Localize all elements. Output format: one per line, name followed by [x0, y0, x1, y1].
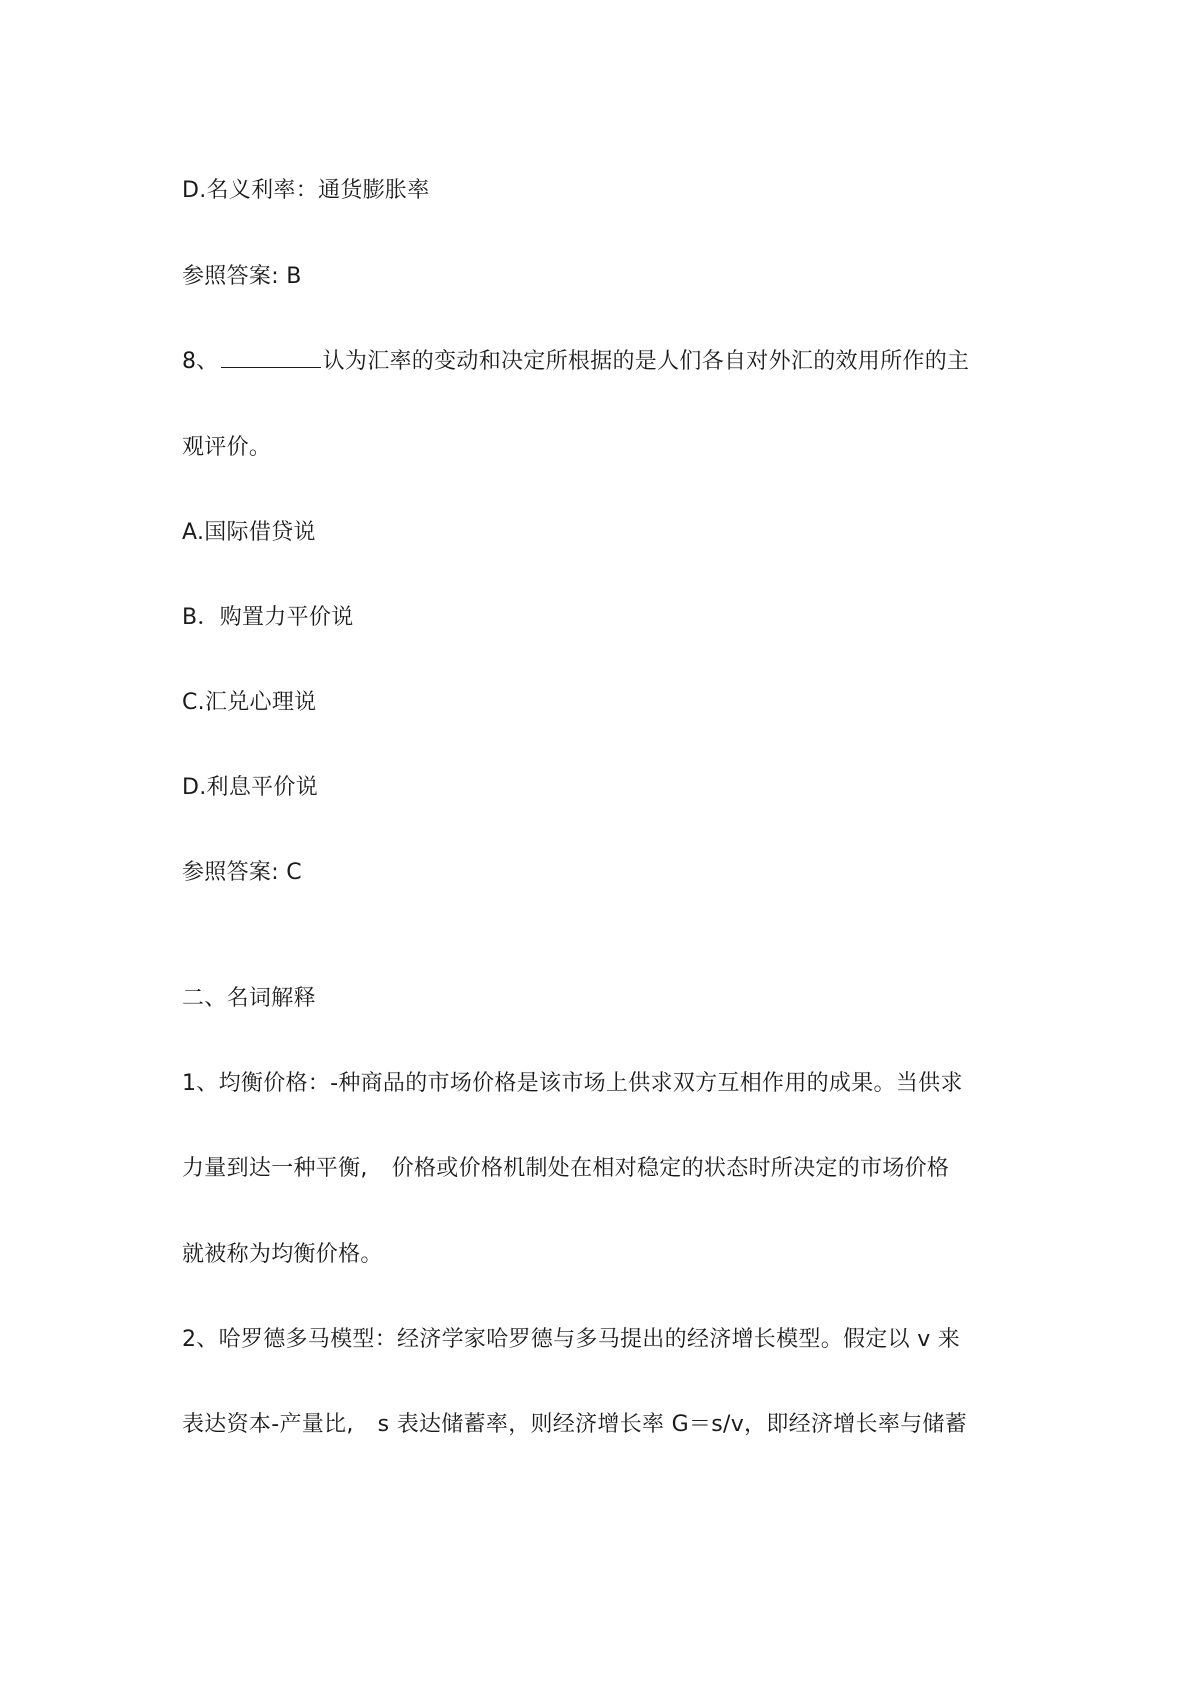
term2-line2-b: s 表达储蓄率，则经济增长率 G＝s/v，即经济增长率与储蓄: [377, 1412, 968, 1437]
term1-line2-b: 价格或价格机制处在相对稳定的状态时所决定的市场价格: [391, 1156, 950, 1181]
q8-option-a: A.国际借贷说: [182, 520, 316, 545]
section-heading: 二、名词解释: [182, 986, 316, 1011]
q7-option-d: D.名义利率：通货膨胀率: [182, 178, 430, 203]
q8-option-d: D.利息平价说: [182, 775, 319, 800]
term1-line2: [182, 1154, 949, 1184]
term2-line2-a: 表达资本-产量比,: [182, 1412, 354, 1437]
q8-stem: [182, 347, 969, 377]
term2-line1: 2、哈罗德多马模型：经济学家哈罗德与多马提出的经济增长模型。假定以 v 来: [182, 1327, 961, 1352]
term1-line2-a: 力量到达一种平衡,: [182, 1156, 368, 1181]
q8-option-b: B．购置力平价说: [182, 605, 354, 630]
q8-stem-continued: 观评价。: [182, 435, 272, 460]
q8-stem-text: 认为汇率的变动和决定所根据的是人们各自对外汇的效用所作的主: [322, 349, 970, 374]
term1-line3: 就被称为均衡价格。: [182, 1242, 383, 1267]
fill-in-blank: [221, 347, 321, 368]
q8-number: 8、: [182, 349, 219, 374]
q8-option-c: C.汇兑心理说: [182, 690, 317, 715]
term1-line1: 1、均衡价格：-种商品的市场价格是该市场上供求双方互相作用的成果。当供求: [182, 1071, 963, 1096]
q7-answer: 参照答案: B: [182, 264, 302, 289]
term2-line2: [182, 1410, 967, 1440]
q8-answer: 参照答案: C: [182, 860, 302, 885]
